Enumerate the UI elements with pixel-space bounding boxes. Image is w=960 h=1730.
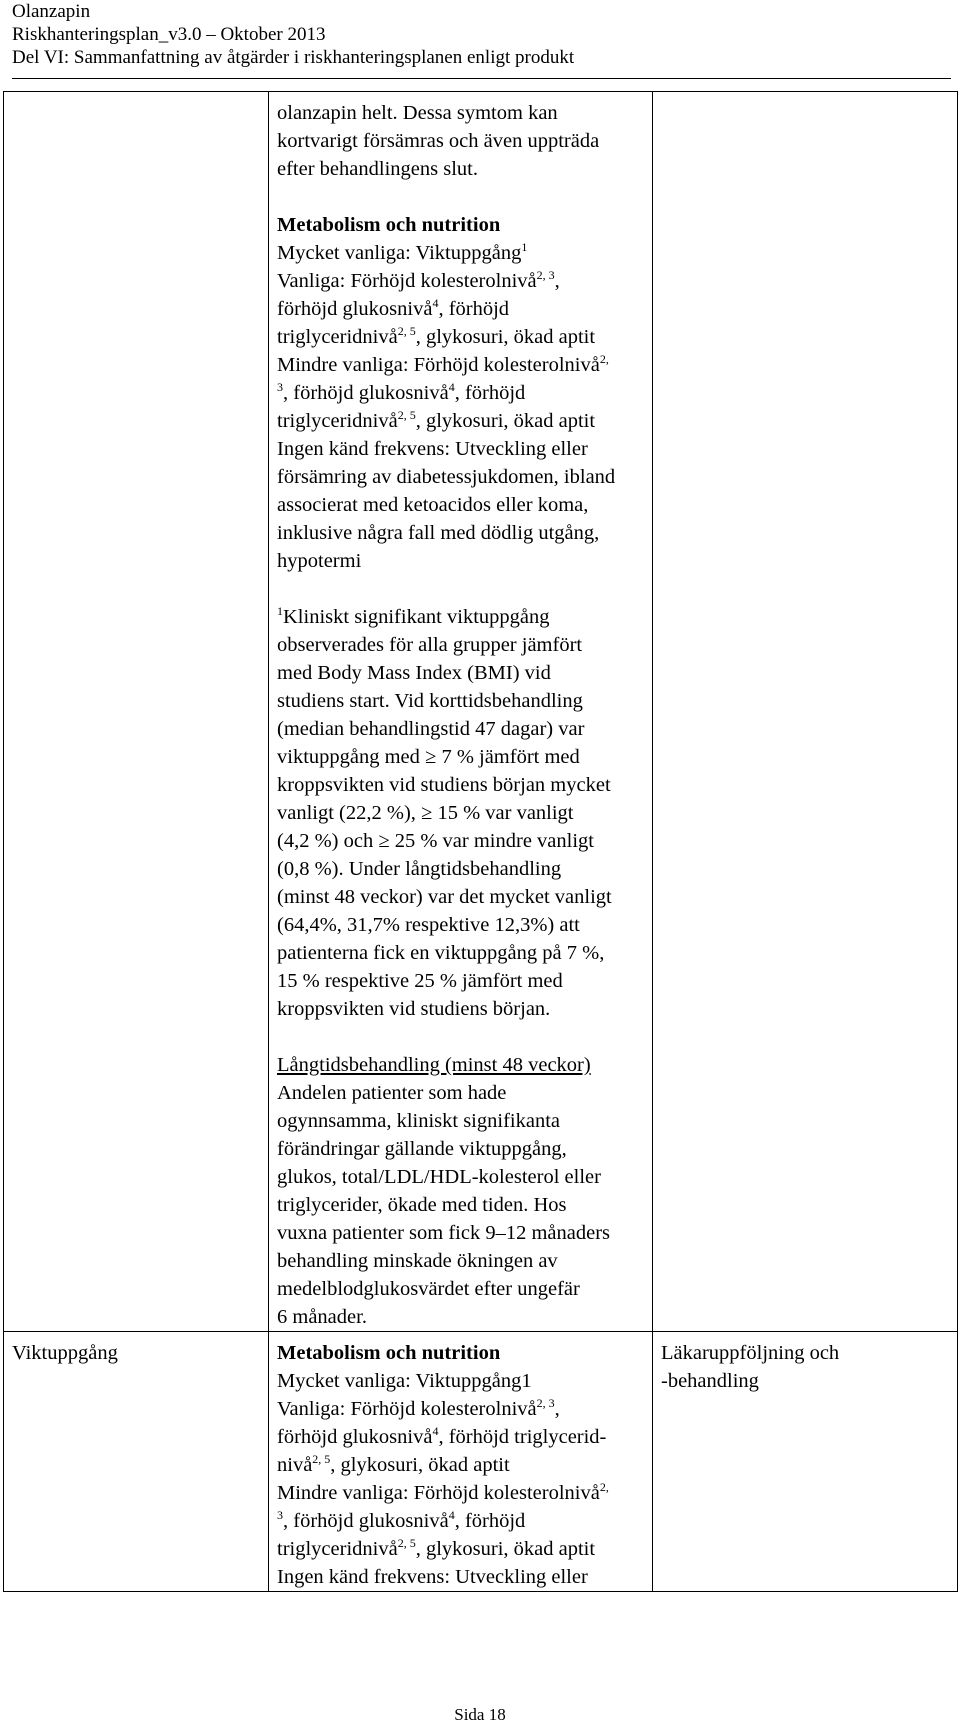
footnote-line: (64,4%, 31,7% respektive 12,3%) att xyxy=(277,914,580,936)
footnote-line: $^1$Kliniskt signifikant viktuppgång xyxy=(277,604,550,628)
section-heading: Metabolism och nutrition xyxy=(277,214,501,236)
footnote-line: (0,8 %). Under långtidsbehandling xyxy=(277,858,562,880)
text-line: triglyceridnivå$^{2, 5}$, glykosuri, ökad aptit xyxy=(277,408,596,432)
text-line: inklusive några fall med dödlig utgång, xyxy=(277,522,600,544)
measure-line: -behandling xyxy=(661,1370,759,1392)
description-cell xyxy=(269,92,653,1332)
text-line: Vanliga: Förhöjd kolesterolnivå$^{2, 3}$, xyxy=(277,268,560,292)
footnote-line: vanligt (22,2 %), ≥ 15 % var vanligt xyxy=(277,802,574,824)
text-line: triglycerider, ökade med tiden. Hos xyxy=(277,1194,567,1216)
text-line: efter behandlingens slut. xyxy=(277,158,478,180)
risk-cell xyxy=(4,1332,269,1592)
text-line: ogynnsamma, kliniskt signifikanta xyxy=(277,1110,560,1132)
footnote-line: patienterna fick en viktuppgång på 7 %, xyxy=(277,942,605,964)
footnote-line: (4,2 %) och ≥ 25 % var mindre vanligt xyxy=(277,830,594,852)
risk-cell xyxy=(4,92,269,1332)
text-line: $^3$, förhöjd glukosnivå$^4$, förhöjd xyxy=(277,380,526,404)
table-row xyxy=(4,1332,958,1592)
text-line: Mindre vanliga: Förhöjd kolesterolnivå$^{2,}$ xyxy=(277,352,609,376)
text-line: triglyceridnivå$^{2, 5}$, glykosuri, ökad aptit xyxy=(277,324,596,348)
footnote-line: kroppsvikten vid studiens början mycket xyxy=(277,774,611,796)
text-line: försämring av diabetessjukdomen, ibland xyxy=(277,466,616,488)
section-heading: Metabolism och nutrition xyxy=(277,1342,501,1364)
footnote-line: studiens start. Vid korttidsbehandling xyxy=(277,690,583,712)
text-line: förhöjd glukosnivå$^4$, förhöjd xyxy=(277,296,510,320)
text-line: förhöjd glukosnivå$^4$, förhöjd triglycerid- xyxy=(277,1424,607,1448)
measures-cell xyxy=(653,1332,958,1592)
header-document: Riskhanteringsplan_v3.0 – Oktober 2013 xyxy=(12,24,326,45)
text-line: Vanliga: Förhöjd kolesterolnivå$^{2, 3}$, xyxy=(277,1396,560,1420)
text-line: Mycket vanliga: Viktuppgång1 xyxy=(277,1370,532,1392)
table-row xyxy=(4,92,958,1332)
text-line: kortvarigt försämras och även uppträda xyxy=(277,130,600,152)
measure-line: Läkaruppföljning och xyxy=(661,1342,840,1364)
text-line: 6 månader. xyxy=(277,1306,367,1328)
footnote-line: 15 % respektive 25 % jämfört med xyxy=(277,970,563,992)
page-number: Sida 18 xyxy=(454,1705,506,1724)
text-line: medelblodglukosvärdet efter ungefär xyxy=(277,1278,580,1300)
risk-table xyxy=(3,91,958,1592)
page-header xyxy=(12,0,952,69)
text-line: Andelen patienter som hade xyxy=(277,1082,507,1104)
footnote-line: observerades för alla grupper jämfört xyxy=(277,634,583,656)
footnote-line: med Body Mass Index (BMI) vid xyxy=(277,662,551,684)
text-line: $^3$, förhöjd glukosnivå$^4$, förhöjd xyxy=(277,1508,526,1532)
header-rule xyxy=(12,78,951,79)
risk-label: Viktuppgång xyxy=(12,1342,118,1364)
text-line: Mindre vanliga: Förhöjd kolesterolnivå$^{2,}$ xyxy=(277,1480,609,1504)
header-section: Del VI: Sammanfattning av åtgärder i riskhanteringsplanen enligt produkt xyxy=(12,47,575,68)
description-cell xyxy=(269,1332,653,1592)
text-line: Ingen känd frekvens: Utveckling eller xyxy=(277,1566,588,1588)
text-line: triglyceridnivå$^{2, 5}$, glykosuri, ökad aptit xyxy=(277,1536,596,1560)
footnote-line: kroppsvikten vid studiens början. xyxy=(277,998,551,1020)
header-product: Olanzapin xyxy=(12,1,91,22)
text-line: associerat med ketoacidos eller koma, xyxy=(277,494,589,516)
measures-cell xyxy=(653,92,958,1332)
text-line: glukos, total/LDL/HDL-kolesterol eller xyxy=(277,1166,601,1188)
text-line: Ingen känd frekvens: Utveckling eller xyxy=(277,438,588,460)
text-line: nivå$^{2, 5}$, glykosuri, ökad aptit xyxy=(277,1452,510,1476)
footnote-line: (minst 48 veckor) var det mycket vanligt xyxy=(277,886,612,908)
text-line: vuxna patienter som fick 9–12 månaders xyxy=(277,1222,611,1244)
text-line: olanzapin helt. Dessa symtom kan xyxy=(277,102,558,124)
text-line: hypotermi xyxy=(277,550,362,572)
text-line: Mycket vanliga: Viktuppgång$^1$ xyxy=(277,240,528,264)
text-line: behandling minskade ökningen av xyxy=(277,1250,558,1272)
footnote-line: viktuppgång med ≥ 7 % jämfört med xyxy=(277,746,580,768)
text-line: förändringar gällande viktuppgång, xyxy=(277,1138,567,1160)
footnote-line: (median behandlingstid 47 dagar) var xyxy=(277,718,585,740)
subsection-heading: Långtidsbehandling (minst 48 veckor) xyxy=(277,1054,591,1076)
